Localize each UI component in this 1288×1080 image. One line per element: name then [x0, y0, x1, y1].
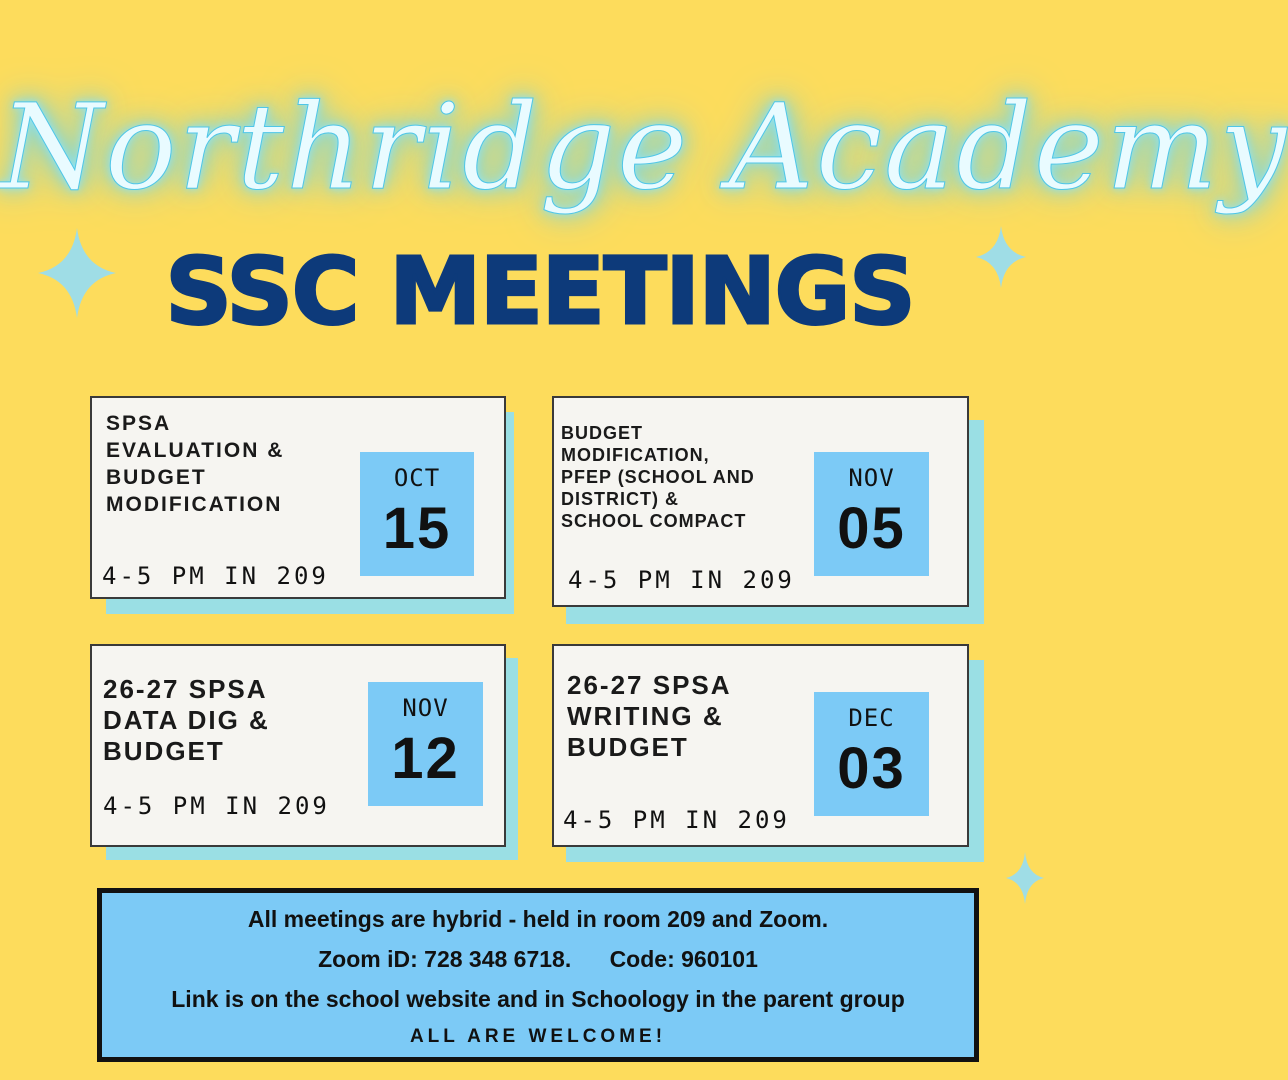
info-hybrid-text: All meetings are hybrid - held in room 209 and Zoom. — [247, 906, 829, 932]
date-badge — [368, 682, 483, 806]
meeting-card — [90, 396, 506, 599]
info-panel — [97, 888, 979, 1062]
meeting-time: 4-5 PM IN 209 — [563, 806, 790, 834]
info-zoom-text: Zoom iD: 728 348 6718. Code: 960101 — [318, 946, 758, 972]
date-month: NOV — [848, 464, 895, 492]
date-badge — [814, 452, 929, 576]
date-day: 03 — [837, 736, 906, 801]
date-day: 12 — [391, 726, 460, 791]
meeting-card — [90, 644, 506, 847]
meeting-title: 26-27 SPSA DATA DIG & BUDGET — [103, 674, 270, 766]
date-day: 05 — [837, 496, 906, 561]
date-day: 15 — [382, 496, 452, 561]
date-badge — [360, 452, 474, 576]
meeting-title: 26-27 SPSA WRITING & BUDGET — [567, 670, 732, 762]
meeting-time: 4-5 PM IN 209 — [568, 566, 795, 594]
date-month: NOV — [402, 694, 449, 722]
sparkle-icon — [38, 228, 116, 318]
info-link-text: Link is on the school website and in Schoology in the parent group — [171, 986, 905, 1012]
meeting-title: SPSA EVALUATION & BUDGET MODIFICATION — [106, 412, 285, 516]
page-title: SSC MEETINGS — [165, 238, 915, 345]
meeting-card — [552, 396, 969, 607]
date-badge — [814, 692, 929, 816]
welcome-text: ALL ARE WELCOME! — [409, 1026, 667, 1047]
sparkle-icon — [976, 226, 1026, 288]
meeting-time: 4-5 PM IN 209 — [103, 792, 330, 820]
meeting-card — [552, 644, 969, 847]
date-month: DEC — [848, 704, 895, 732]
sparkle-icon — [1006, 852, 1044, 904]
meeting-title: BUDGET MODIFICATION, PFEP (SCHOOL AND DISTRICT) & SCHOOL COMPACT — [561, 423, 755, 531]
meeting-time: 4-5 PM IN 209 — [102, 562, 329, 590]
date-month: OCT — [393, 464, 441, 492]
script-title: Northridge Academy — [0, 78, 1288, 216]
